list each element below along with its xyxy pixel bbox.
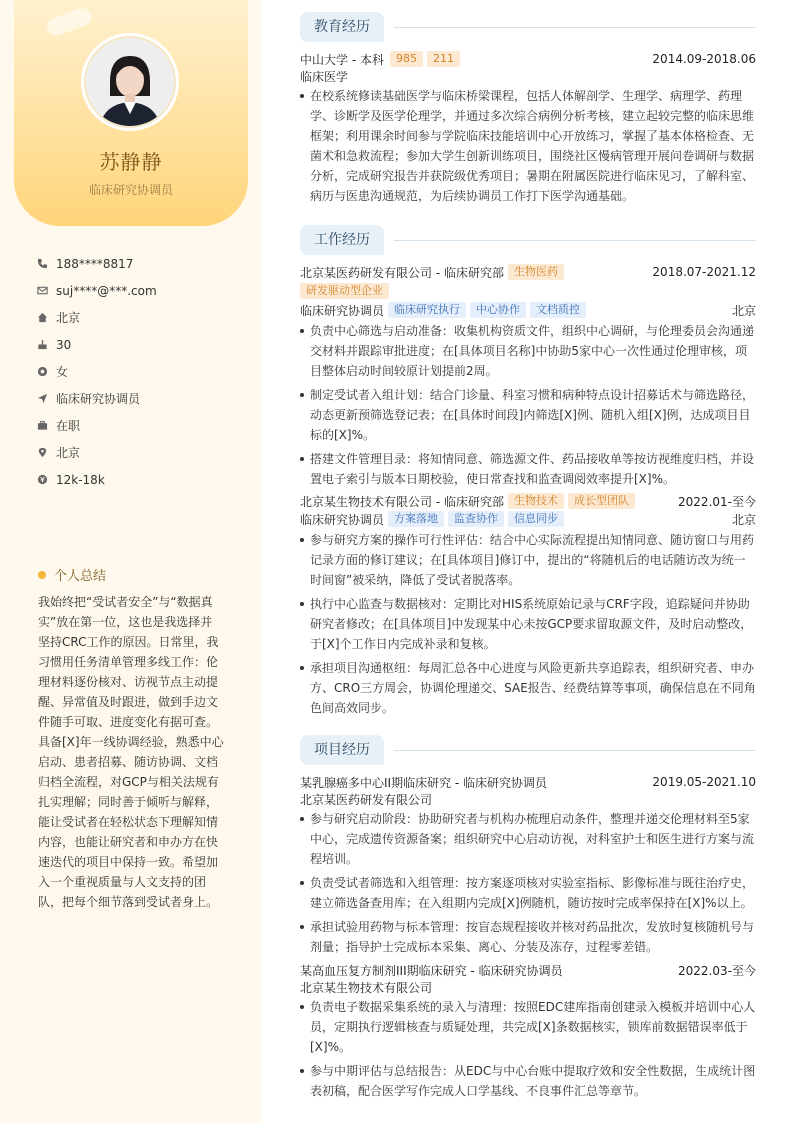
- bullet-dot-icon: [38, 571, 46, 579]
- section-projects: [300, 735, 756, 763]
- company-tag: 研发驱动型企业: [300, 283, 389, 299]
- residence-text: 北京: [56, 311, 81, 325]
- contact-item: [36, 250, 246, 277]
- target-position-text: 临床研究协调员: [56, 392, 141, 406]
- section-work: [300, 225, 756, 253]
- job-position: 临床研究协调员: [300, 512, 385, 527]
- cake-icon: [36, 339, 48, 351]
- contact-item: [36, 358, 246, 385]
- job-city: 北京: [731, 303, 756, 318]
- company-tag: 生物技术: [508, 493, 564, 509]
- project-bullet: 负责电子数据采集系统的录入与清理：按照EDC建库指南创建录入模板并培训中心人员，定期执行逻辑核查与质疑处理，共完成[X]条数据核实，锁库前数据错误率低于[X]%。: [300, 997, 756, 1057]
- company-tag: 生物医药: [508, 264, 564, 280]
- project-name: 某高血压复方制剂III期临床研究 - 临床研究协调员: [300, 963, 563, 978]
- contact-item: [36, 439, 246, 466]
- status-text: 在职: [56, 419, 81, 433]
- decorative-shape: [44, 6, 93, 39]
- job-bullet: 搭建文件管理目录：将知情同意、筛选源文件、药品接收单等按访视维度归档，并设置电子索引与版本日期校验，使日常查找和监查调阅效率提升[X]%。: [300, 449, 756, 489]
- education-description: 在校系统修读基础医学与临床桥梁课程，包括人体解剖学、生理学、病理学、药理学、诊断学及医学伦理学，并通过多次综合病例分析考核，建立起较完整的临床思维框架；利用课余时间参与学院临床技能培训中心开放练习，掌握了基本体格检查、无菌术和急救流程；参加大学生创新训练项目，围绕社区慢病管理开展问卷调研与数据分析，完成研究报告并获院级优秀项目；暑期在附属医院进行临床见习，了解科室、病历与医患沟通规范，为后续协调员工作打下医学沟通基础。: [300, 86, 756, 206]
- major: 临床医学: [300, 70, 349, 84]
- contact-list: [36, 250, 246, 493]
- send-icon: [36, 393, 48, 405]
- job-bullet: 负责中心筛选与启动准备：收集机构资质文件，组织中心调研，与伦理委员会沟通递交材料并跟踪审批进度；在[具体项目名称]中协助5家中心一次性通过伦理审核，项目整体启动时间较原计划提前2周。: [300, 321, 756, 381]
- gender-text: 女: [56, 365, 69, 379]
- work-entry: [300, 492, 756, 722]
- gender-icon: [36, 366, 48, 378]
- skill-tag: 中心协作: [470, 302, 526, 318]
- contact-item: [36, 304, 246, 331]
- school-tag: 211: [427, 51, 460, 67]
- company-name: 北京某医药研发有限公司 - 临床研究部: [300, 265, 504, 280]
- job-bullet: 承担项目沟通枢纽：每周汇总各中心进度与风险更新共享追踪表，组织研究者、申办方、CRO三方周会，协调伦理递交、SAE报告、经费结算等事项，确保信息在不同角色间高效同步。: [300, 658, 756, 718]
- phone-text: 188****8817: [56, 256, 134, 271]
- contact-item: [36, 412, 246, 439]
- project-org: 北京某医药研发有限公司: [300, 793, 433, 807]
- avatar: [84, 36, 176, 128]
- person-name: 苏静静: [99, 150, 163, 174]
- skill-tag: 监查协作: [448, 511, 504, 527]
- work-date: 2018.07-2021.12: [652, 265, 756, 279]
- salary-icon: [36, 474, 48, 486]
- home-icon: [36, 312, 48, 324]
- school-name: 中山大学 - 本科: [300, 52, 384, 67]
- person-role: 临床研究协调员: [88, 183, 173, 197]
- section-title: 教育经历: [300, 12, 384, 42]
- contact-item: [36, 385, 246, 412]
- skill-tag: 临床研究执行: [388, 302, 466, 318]
- contact-item: [36, 277, 246, 304]
- job-bullet: 执行中心监查与数据核对：定期比对HIS系统原始记录与CRF字段，追踪疑问并协助研究者修改；在[具体项目]中发现某中心未按GCP要求留取源文件，及时启动整改，于[X]个工作日内完成补录和复核。: [300, 594, 756, 654]
- project-bullet: 参与研究启动阶段：协助研究者与机构办梳理启动条件，整理并递交伦理材料至5家中心，完成遗传资源备案；组织研究中心启动访视，对科室护士和医生进行方案与流程培训。: [300, 809, 756, 869]
- target-city-text: 北京: [56, 446, 81, 460]
- job-position: 临床研究协调员: [300, 303, 385, 318]
- section-education: [300, 12, 756, 40]
- summary-heading: [38, 565, 106, 584]
- project-bullet: 负责受试者筛选和入组管理：按方案逐项核对实验室指标、影像标准与既往治疗史，建立筛选备查用库；在入组期内完成[X]例随机，随访按时完成率保持在[X]%以上。: [300, 873, 756, 913]
- summary-title: 个人总结: [54, 569, 107, 584]
- section-divider: [394, 750, 756, 751]
- work-entry: [300, 263, 756, 493]
- email-text: suj****@***.com: [56, 283, 157, 298]
- salary-text: 12k-18k: [56, 472, 105, 487]
- contact-item: [36, 466, 246, 493]
- section-divider: [394, 240, 756, 241]
- section-title: 工作经历: [300, 225, 384, 255]
- age-text: 30: [56, 337, 72, 352]
- phone-icon: [36, 258, 48, 270]
- sidebar: [0, 0, 262, 1123]
- section-divider: [394, 27, 756, 28]
- job-bullet: 参与研究方案的操作可行性评估：结合中心实际流程提出知情同意、随访窗口与用药记录方面的修订建议；在[具体项目]修订中，提出的“将随机后的电话随访改为统一时间窗”被采纳，降低了受试者脱落率。: [300, 530, 756, 590]
- project-bullet: 承担试验用药物与标本管理：按盲态规程接收并核对药品批次，发放时复核随机号与剂量；指导护士完成标本采集、离心、分装及冻存，过程零差错。: [300, 917, 756, 957]
- company-name: 北京某生物技术有限公司 - 临床研究部: [300, 494, 504, 509]
- briefcase-icon: [36, 420, 48, 432]
- skill-tag: 方案落地: [388, 511, 444, 527]
- work-date: 2022.01-至今: [678, 494, 756, 509]
- project-org: 北京某生物技术有限公司: [300, 981, 433, 995]
- summary-text: 我始终把“受试者安全”与“数据真实”放在第一位，这也是我选择并坚持CRC工作的原因。日常里，我习惯用任务清单管理多线工作：伦理材料逐份核对、访视节点主动提醒、异常值及时跟进，做到手边文件随手可取、进度变化有据可查。具备[X]年一线协调经验，熟悉中心启动、患者招募、随访协调、文档归档全流程，对GCP与相关法规有扎实理解；同时善于倾听与解释，能让受试者在轻松状态下理解知情内容，也能让研究者和申办方在快速迭代的项目中保持一致。希望加入一个重视质量与人文支持的团队，把每个细节落到受试者身上。: [38, 595, 224, 909]
- contact-item: [36, 331, 246, 358]
- location-pin-icon: [36, 447, 48, 459]
- education-entry: [300, 50, 756, 210]
- job-city: 北京: [731, 512, 756, 527]
- skill-tag: 信息同步: [508, 511, 564, 527]
- project-date: 2019.05-2021.10: [652, 775, 756, 789]
- project-name: 某乳腺癌多中心II期临床研究 - 临床研究协调员: [300, 775, 548, 790]
- mail-icon: [36, 285, 48, 297]
- job-bullet: 制定受试者入组计划：结合门诊量、科室习惯和病种特点设计招募话术与筛选路径，动态更新预筛选登记表；在[具体时间段]内筛选[X]例、随机入组[X]例，达成项目目标的[X]%。: [300, 385, 756, 445]
- school-tag: 985: [390, 51, 423, 67]
- education-date: 2014.09-2018.06: [652, 52, 756, 66]
- project-date: 2022.03-至今: [678, 963, 756, 978]
- company-tag: 成长型团队: [568, 493, 635, 509]
- project-entry: [300, 773, 756, 961]
- project-entry: [300, 961, 756, 1105]
- skill-tag: 文档质控: [530, 302, 586, 318]
- project-bullet: 参与中期评估与总结报告：从EDC与中心台账中提取疗效和安全性数据，生成统计图表初稿，配合医学写作完成人口学基线、不良事件汇总等章节。: [300, 1061, 756, 1101]
- section-title: 项目经历: [300, 735, 384, 765]
